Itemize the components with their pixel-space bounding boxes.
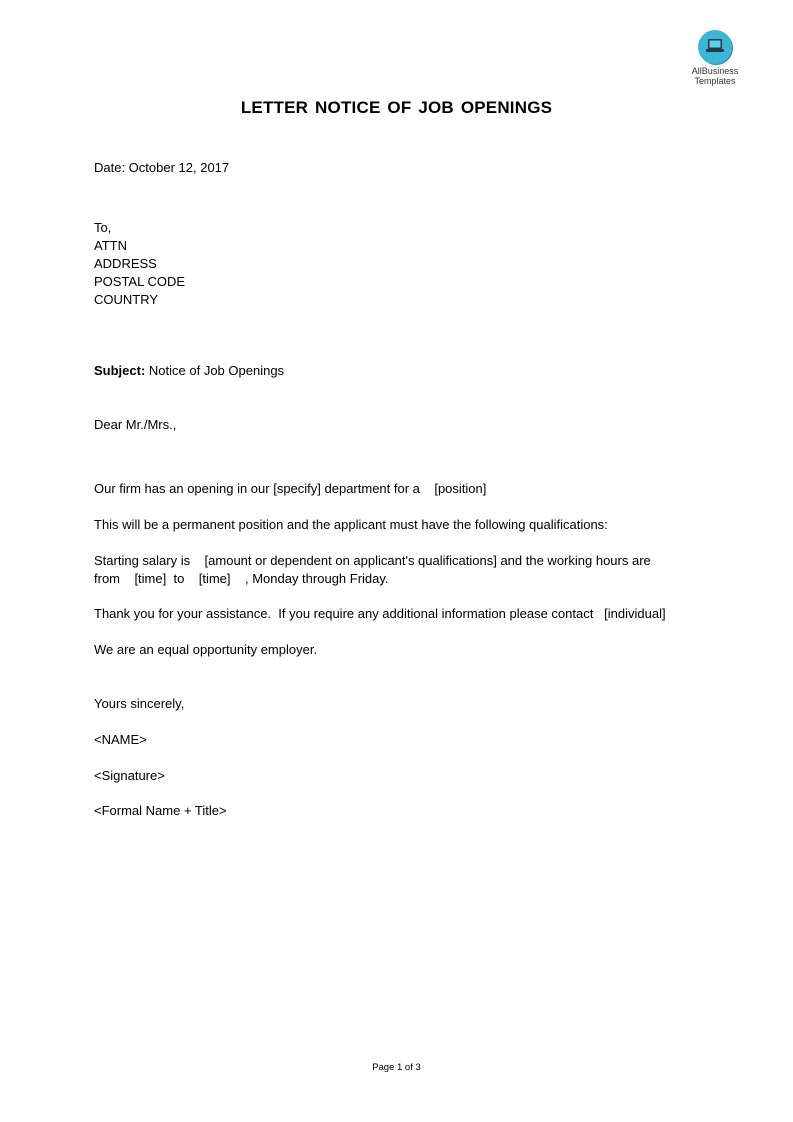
page-number-footer: Page 1 of 3 xyxy=(372,1062,421,1073)
subject-value: Notice of Job Openings xyxy=(145,363,285,378)
recipient-postal-code: POSTAL CODE xyxy=(94,274,186,289)
logo-text-line1: AllBusiness xyxy=(691,66,739,76)
body-paragraph-2: This will be a permanent position and the applicant must have the following qualifications: xyxy=(94,517,608,532)
salutation: Dear Mr./Mrs., xyxy=(94,417,177,432)
logo-text-line2: Templates xyxy=(694,76,736,86)
recipient-to: To, xyxy=(94,220,112,235)
document-title: LETTER NOTICE OF JOB OPENINGS xyxy=(240,98,553,117)
recipient-address: ADDRESS xyxy=(94,256,157,271)
subject-line xyxy=(94,362,284,380)
body-paragraph-3-line-2: from [time] to [time] , Monday through Friday. xyxy=(94,571,389,586)
date-line: Date: October 12, 2017 xyxy=(94,160,230,175)
formal-name-placeholder: <Formal Name + Title> xyxy=(94,803,227,818)
body-paragraph-5: We are an equal opportunity employer. xyxy=(94,642,318,657)
recipient-country: COUNTRY xyxy=(94,292,159,307)
body-paragraph-4: Thank you for your assistance. If you require any additional information please contact [individual] xyxy=(94,606,666,621)
body-paragraph-1: Our firm has an opening in our [specify] department for a [position] xyxy=(94,481,487,496)
body-paragraph-3-line-1: Starting salary is [amount or dependent on applicant's qualifications] and the working hours are xyxy=(94,553,651,568)
signature-placeholder: <Signature> xyxy=(94,768,165,783)
laptop-icon xyxy=(698,30,732,64)
closing: Yours sincerely, xyxy=(94,696,185,711)
subject-label: Subject: xyxy=(94,363,146,378)
recipient-attn: ATTN xyxy=(94,238,127,253)
allbusiness-logo[interactable] xyxy=(683,30,747,86)
name-placeholder: <NAME> xyxy=(94,732,147,747)
